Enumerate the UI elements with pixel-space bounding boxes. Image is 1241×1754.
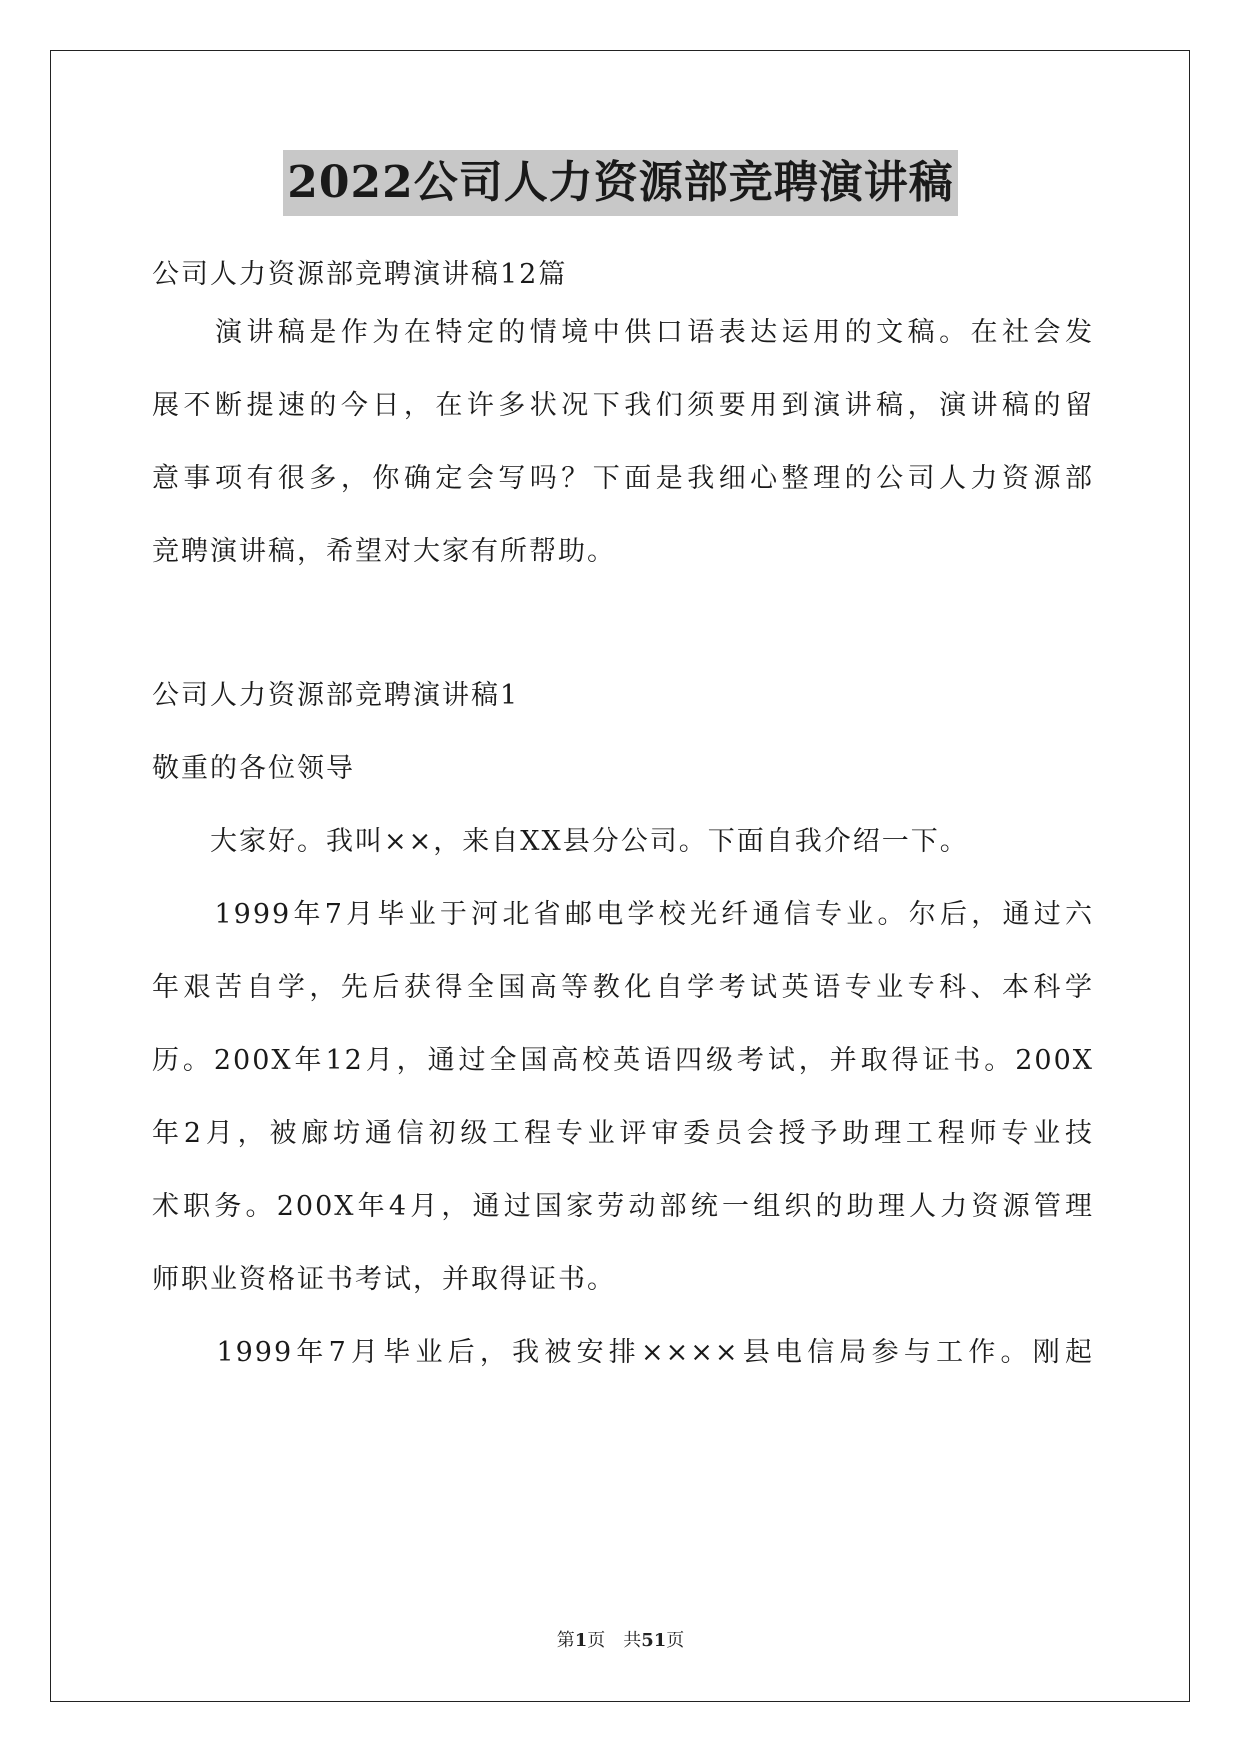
footer-mid: 页 共 bbox=[587, 1630, 642, 1651]
footer-prefix: 第 bbox=[556, 1630, 575, 1651]
page-border bbox=[50, 50, 1190, 1702]
title-wrap bbox=[0, 150, 1241, 216]
paragraph-line: 竞聘演讲稿，希望对大家有所帮助。 bbox=[152, 536, 616, 567]
salutation-line: 敬重的各位领导 bbox=[152, 753, 355, 784]
paragraph-line: 历。200X年12月，通过全国高校英语四级考试，并取得证书。200X bbox=[152, 1045, 1094, 1076]
paragraph-line: 术职务。200X年4月，通过国家劳动部统一组织的助理人力资源管理 bbox=[152, 1191, 1094, 1222]
total-pages-number: 51 bbox=[641, 1630, 667, 1651]
page-footer bbox=[0, 1626, 1241, 1652]
paragraph-line: 1999年7月毕业后，我被安排××××县电信局参与工作。刚起 bbox=[152, 1337, 1094, 1368]
subtitle-line: 公司人力资源部竞聘演讲稿12篇 bbox=[152, 259, 568, 290]
paragraph-line: 意事项有很多，你确定会写吗？下面是我细心整理的公司人力资源部 bbox=[152, 463, 1094, 494]
document-title: 2022公司人力资源部竞聘演讲稿 bbox=[283, 150, 957, 216]
footer-suffix: 页 bbox=[666, 1630, 685, 1651]
current-page-number: 1 bbox=[574, 1630, 588, 1651]
paragraph-line: 演讲稿是作为在特定的情境中供口语表达运用的文稿。在社会发 bbox=[152, 317, 1094, 348]
paragraph-line: 师职业资格证书考试，并取得证书。 bbox=[152, 1264, 616, 1295]
paragraph-line: 1999年7月毕业于河北省邮电学校光纤通信专业。尔后，通过六 bbox=[152, 899, 1094, 930]
paragraph-line: 年2月，被廊坊通信初级工程专业评审委员会授予助理工程师专业技 bbox=[152, 1118, 1094, 1149]
paragraph-line: 年艰苦自学，先后获得全国高等教化自学考试英语专业专科、本科学 bbox=[152, 972, 1094, 1003]
section-heading: 公司人力资源部竞聘演讲稿1 bbox=[152, 680, 520, 711]
paragraph-line: 展不断提速的今日，在许多状况下我们须要用到演讲稿，演讲稿的留 bbox=[152, 390, 1094, 421]
paragraph-line: 大家好。我叫××，来自XX县分公司。下面自我介绍一下。 bbox=[152, 826, 969, 857]
